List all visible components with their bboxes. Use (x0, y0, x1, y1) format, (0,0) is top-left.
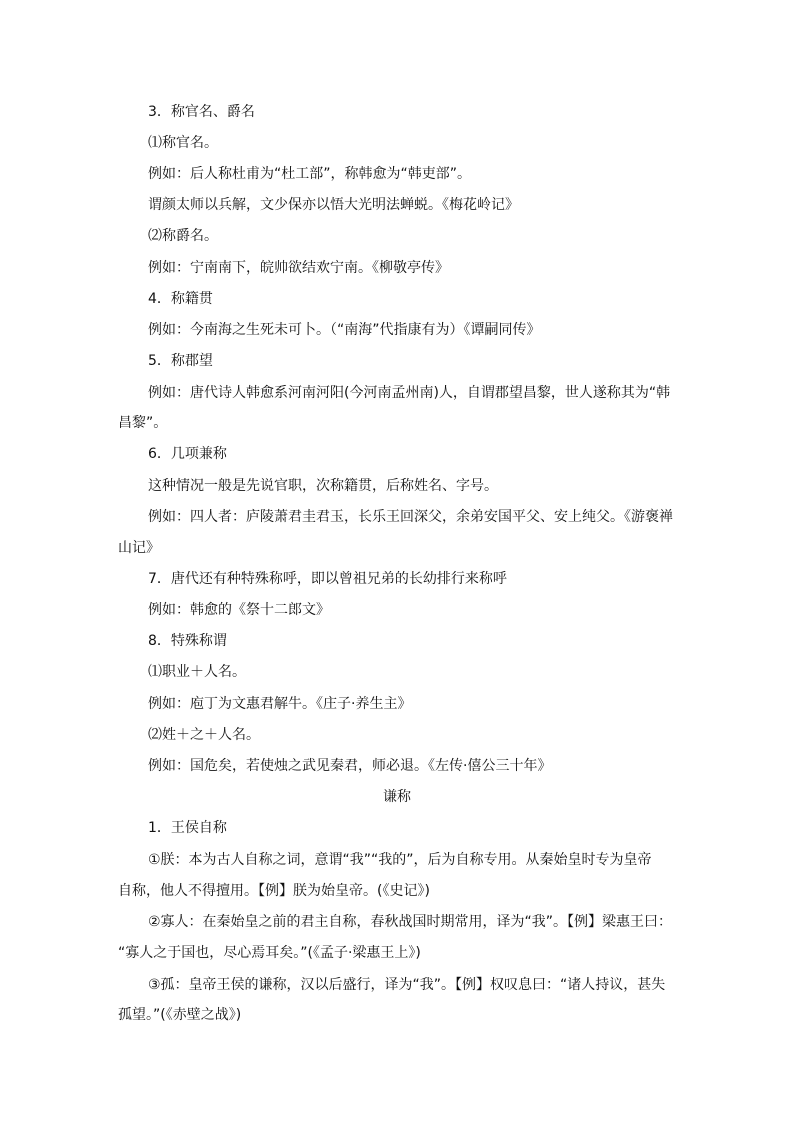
example-line-continuation: 山记》 (118, 540, 160, 556)
section-heading: 6．几项兼称 (148, 446, 227, 462)
sub-heading: ⑵姓＋之＋人名。 (148, 727, 260, 743)
example-line: 例如：庖丁为文惠君解牛。《庄子·养生主》 (148, 696, 412, 712)
body-line-continuation: 自称，他人不得擅用。【例】朕为始皇帝。(《史记》) (118, 883, 430, 899)
sub-heading: ⑴职业＋人名。 (148, 664, 246, 680)
body-line-continuation: “寡人之于国也，尽心焉耳矣。”(《孟子·梁惠王上》) (118, 945, 421, 961)
example-line: 例如：四人者：庐陵萧君圭君玉，长乐王回深父，余弟安国平父、安上纯父。《游褒禅 (148, 509, 673, 525)
example-line: 例如：今南海之生死未可卜。（“南海”代指康有为）《谭嗣同传》 (148, 322, 541, 338)
example-line: 例如：后人称杜甫为“杜工部”，称韩愈为“韩吏部”。 (148, 166, 472, 182)
section-heading: 8．特殊称谓 (148, 633, 227, 649)
example-line: 例如：国危矣，若使烛之武见秦君，师必退。《左传·僖公三十年》 (148, 758, 552, 774)
section-heading: 4．称籍贯 (148, 291, 213, 307)
section-heading: 3．称官名、爵名 (148, 104, 255, 120)
section-heading: 1．王侯自称 (148, 820, 227, 836)
example-line: 例如：唐代诗人韩愈系河南河阳(今河南孟州南)人，自谓郡望昌黎，世人遂称其为“韩 (148, 385, 671, 401)
sub-heading: ⑵称爵名。 (148, 228, 218, 244)
body-line: 这种情况一般是先说官职，次称籍贯，后称姓名、字号。 (148, 478, 498, 494)
example-line: 例如：宁南南下，皖帅欲结欢宁南。《柳敬亭传》 (148, 260, 449, 276)
body-line-continuation: 孤望。”(《赤壁之战》) (118, 1007, 242, 1023)
body-line: ②寡人：在秦始皇之前的君主自称，春秋战国时期常用，译为“我”。【例】梁惠王曰： (148, 914, 673, 930)
example-line: 例如：韩愈的《祭十二郎文》 (148, 602, 330, 618)
body-line: ①朕：本为古人自称之词，意谓“我”“我的”，后为自称专用。从秦始皇时专为皇帝 (148, 852, 652, 868)
section-heading: 7．唐代还有种特殊称呼，即以曾祖兄弟的长幼排行来称呼 (148, 571, 507, 587)
example-line: 谓颜太师以兵解，文少保亦以悟大光明法蝉蜕。《梅花岭记》 (148, 197, 519, 213)
body-line: ③孤：皇帝王侯的谦称，汉以后盛行，译为“我”。【例】权叹息曰：“诸人持议，甚失 (148, 977, 666, 993)
centered-title: 谦称 (383, 789, 411, 805)
example-line-continuation: 昌黎”。 (118, 415, 168, 431)
sub-heading: ⑴称官名。 (148, 135, 218, 151)
section-heading: 5．称郡望 (148, 353, 213, 369)
